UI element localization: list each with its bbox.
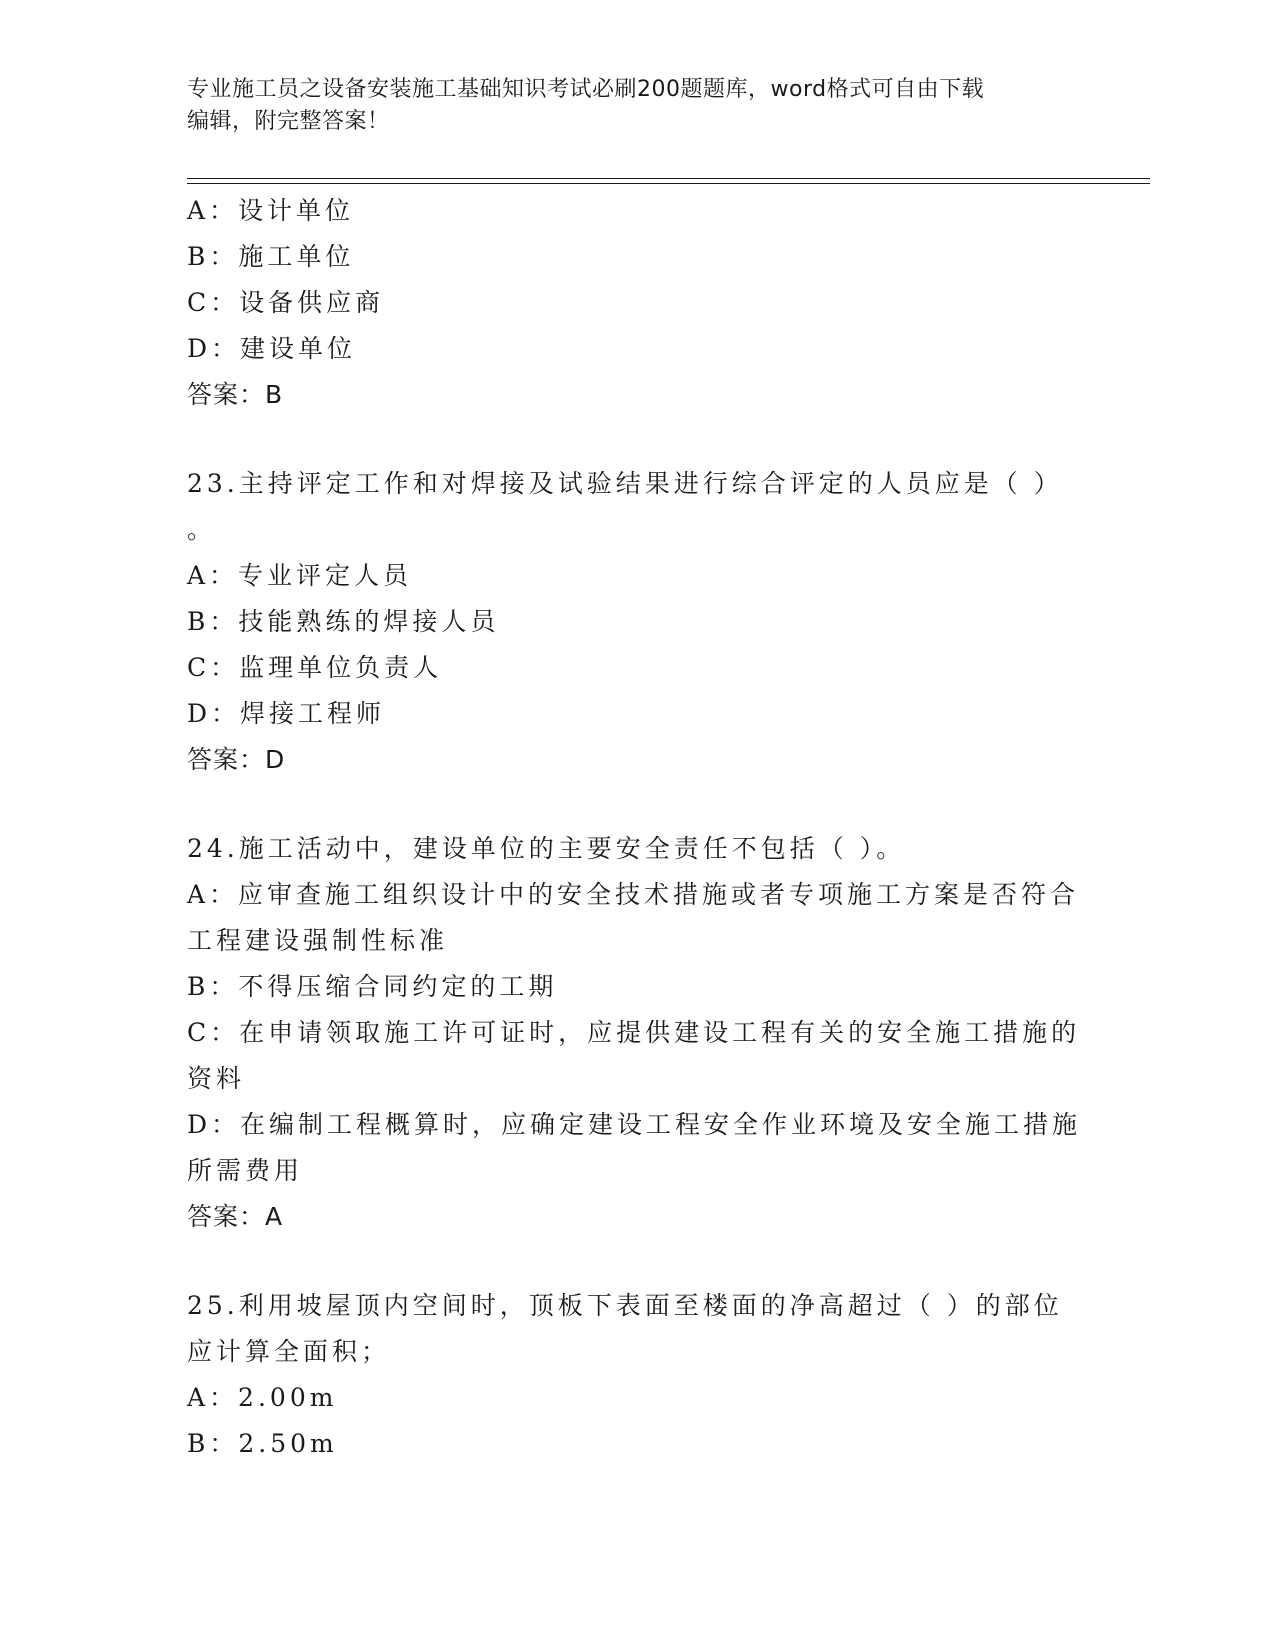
option-d: D：焊接工程师 [187, 699, 386, 728]
header-divider-bottom [187, 183, 1150, 184]
option-d-line-2: 所需费用 [187, 1156, 304, 1185]
option-c: C：监理单位负责人 [187, 653, 443, 682]
spacer [187, 418, 1087, 461]
answer-line: 答案：B [187, 380, 284, 409]
option-a-line-2: 工程建设强制性标准 [187, 926, 449, 955]
option-b: B：技能熟练的焊接人员 [187, 607, 500, 636]
question-25 [187, 1283, 1087, 1467]
option-b: B：2.50m [187, 1429, 338, 1458]
spacer [187, 783, 1087, 826]
question-22 [187, 188, 1087, 418]
header-divider-top [187, 178, 1150, 179]
page-title [187, 74, 1067, 138]
option-a: A：2.00m [187, 1383, 338, 1412]
question-stem: 24.施工活动中，建设单位的主要安全责任不包括（ ）。 [187, 834, 906, 863]
option-b: B：施工单位 [187, 242, 355, 271]
question-23 [187, 461, 1087, 783]
option-b: B：不得压缩合同约定的工期 [187, 972, 558, 1001]
question-stem-line-1: 25.利用坡屋顶内空间时，顶板下表面至楼面的净高超过（ ）的部位 [187, 1291, 1063, 1320]
option-a: A：设计单位 [187, 196, 355, 225]
title-line-1: 专业施工员之设备安装施工基础知识考试必刷200题题库，word格式可自由下载 [187, 77, 985, 102]
option-d: D：建设单位 [187, 334, 357, 363]
option-c-line-2: 资料 [187, 1064, 246, 1093]
title-line-2: 编辑，附完整答案！ [187, 109, 390, 134]
question-stem-line-2: 应计算全面积； [187, 1337, 391, 1366]
option-c: C：设备供应商 [187, 288, 385, 317]
question-24 [187, 826, 1087, 1240]
question-stem-line-2: 。 [187, 515, 217, 544]
question-list [187, 188, 1087, 1467]
option-a: A：专业评定人员 [187, 561, 413, 590]
option-c-line-1: C：在申请领取施工许可证时，应提供建设工程有关的安全施工措施的 [187, 1018, 1081, 1047]
question-stem-line-1: 23.主持评定工作和对焊接及试验结果进行综合评定的人员应是（ ） [187, 469, 1063, 498]
answer-line: 答案：A [187, 1202, 284, 1231]
option-d-line-1: D：在编制工程概算时，应确定建设工程安全作业环境及安全施工措施 [187, 1110, 1082, 1139]
spacer [187, 1240, 1087, 1283]
answer-line: 答案：D [187, 745, 286, 774]
option-a-line-1: A：应审查施工组织设计中的安全技术措施或者专项施工方案是否符合 [187, 880, 1080, 909]
